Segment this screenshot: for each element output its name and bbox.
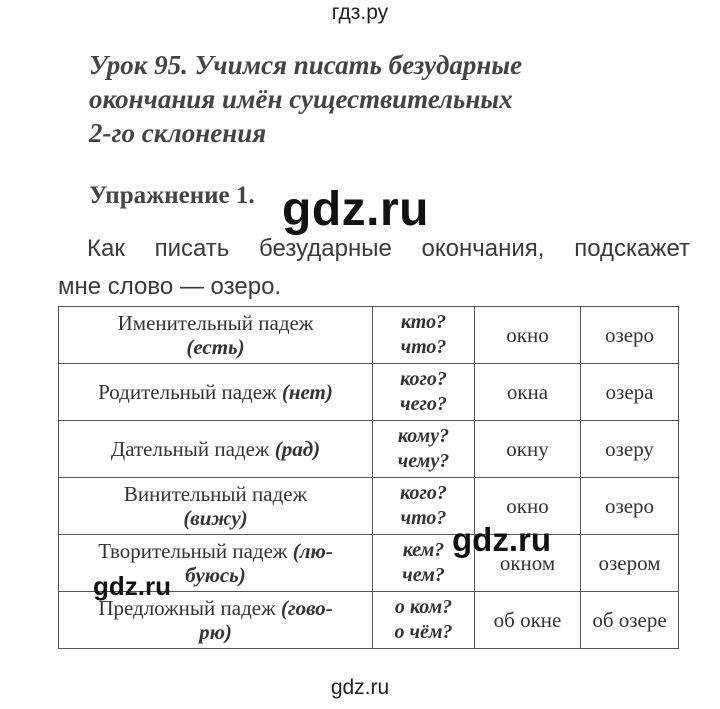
form-cell: окно xyxy=(475,307,581,364)
question-cell xyxy=(373,421,475,478)
form-cell: озеру xyxy=(581,421,679,478)
form-cell: окно xyxy=(475,478,581,535)
form-cell: об озере xyxy=(581,592,679,649)
watermark-left: gdz.ru xyxy=(93,571,171,601)
lesson-title xyxy=(89,48,649,150)
form-cell: озером xyxy=(581,535,679,592)
question: кем? xyxy=(402,539,445,561)
case-cell xyxy=(59,421,373,478)
question: чему? xyxy=(397,450,450,472)
case-name: Винительный падеж xyxy=(123,482,308,506)
question: о чём? xyxy=(394,621,453,643)
form-cell: окна xyxy=(475,364,581,421)
question-cell xyxy=(373,307,475,364)
case-hint: (вижу) xyxy=(183,506,248,530)
case-cell xyxy=(59,478,373,535)
case-hint: буюсь) xyxy=(185,563,246,587)
case-name: Предложный падеж xyxy=(98,596,276,620)
question: о ком? xyxy=(394,596,453,618)
form-cell: озера xyxy=(581,364,679,421)
table-row xyxy=(59,307,679,364)
question: кого? xyxy=(400,482,447,504)
watermark-bottom: gdz.ru xyxy=(330,676,390,699)
form-cell: озеро xyxy=(581,307,679,364)
case-hint: (есть) xyxy=(186,335,245,359)
lesson-title-line: Урок 95. Учимся писать безударные xyxy=(89,50,523,80)
question: кого? xyxy=(400,368,447,390)
question: чего? xyxy=(400,393,447,415)
watermark-mid: gdz.ru xyxy=(452,521,551,558)
exercise-label: Упражнение 1. xyxy=(89,182,255,209)
table-row xyxy=(59,421,679,478)
case-cell xyxy=(59,307,373,364)
lesson-title-line: 2-го склонения xyxy=(89,118,267,148)
watermark-large: gdz.ru xyxy=(282,183,429,236)
paragraph-line: мне слово — озеро. xyxy=(58,273,282,300)
question: кто? xyxy=(400,311,447,333)
question: что? xyxy=(400,507,447,529)
case-name: Дательный падеж xyxy=(110,437,270,461)
case-cell xyxy=(59,364,373,421)
question: кому? xyxy=(397,425,450,447)
case-name: Родительный падеж xyxy=(98,380,277,404)
case-hint: (гово- xyxy=(280,596,333,620)
case-hint: рю) xyxy=(199,620,232,644)
case-hint: (рад) xyxy=(274,437,321,461)
question-cell xyxy=(373,592,475,649)
case-name: Именительный падеж xyxy=(117,311,314,335)
question-cell xyxy=(373,364,475,421)
table-row xyxy=(59,478,679,535)
exercise-paragraph xyxy=(58,230,690,306)
watermark-top: гдз.ру xyxy=(331,1,389,24)
form-cell: окном xyxy=(475,535,581,592)
question: чем? xyxy=(402,564,445,586)
form-cell: об окне xyxy=(475,592,581,649)
table-row xyxy=(59,364,679,421)
lesson-title-line: окончания имён существительных xyxy=(89,84,513,114)
question: что? xyxy=(400,336,447,358)
case-name: Творительный падеж xyxy=(98,539,288,563)
case-hint: (лю- xyxy=(292,539,333,563)
form-cell: озеро xyxy=(581,478,679,535)
paragraph-line: Как писать безударные окончания, подскажет xyxy=(87,235,690,262)
case-hint: (нет) xyxy=(281,380,333,404)
form-cell: окну xyxy=(475,421,581,478)
